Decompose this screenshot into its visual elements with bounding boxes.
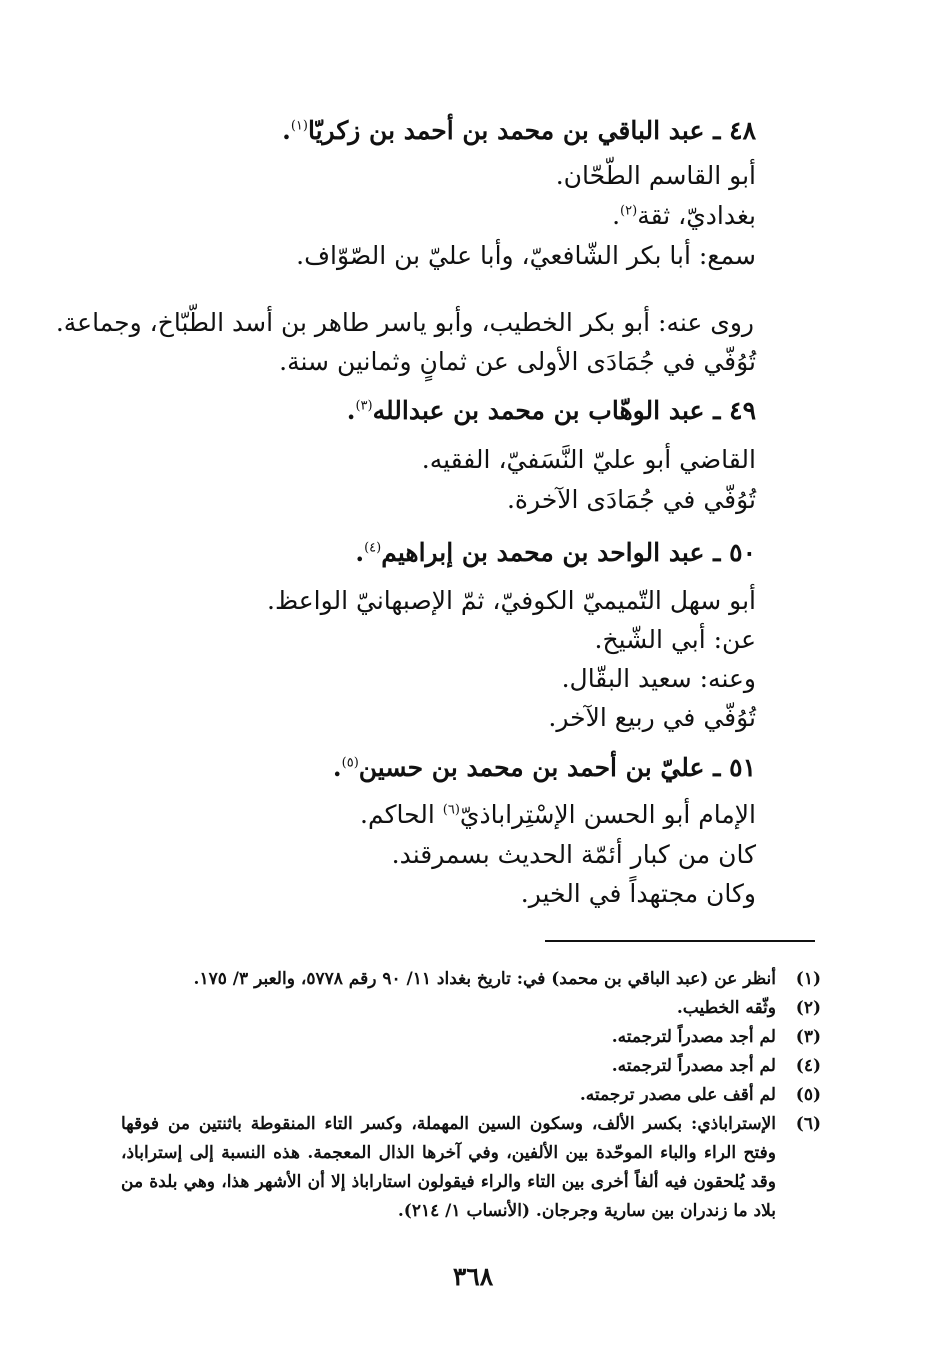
entry-51-desc-2: وكان مجتهداً في الخير. xyxy=(520,879,756,908)
entry-51-desc: كان من كبار أئمّة الحديث بسمرقند. xyxy=(391,840,756,869)
entry-48-kunya: أبو القاسم الطّحّان. xyxy=(555,161,756,190)
footnote-number: (١) xyxy=(795,969,821,989)
entry-48-narrators: روى عنه: أبو بكر الخطيب، وأبو ياسر طاهر بن أسد الطّبّاخ، وجماعة. xyxy=(55,308,754,337)
entry-49-death: تُوُفّي في جُمَادَى الآخرة. xyxy=(506,485,756,514)
entry-48-heading: ٤٨ ـ عبد الباقي بن محمد بن أحمد بن زكريّا$^{(١)}$. xyxy=(282,116,756,145)
footnote-divider xyxy=(545,940,815,942)
footnote-text: أنظر عن (عبد الباقي بن محمد) في: تاريخ بغداد ١١/ ٩٠ رقم ٥٧٧٨، والعبر ٣/ ١٧٥. xyxy=(193,969,776,989)
entry-48-status: بغداديّ، ثقة$^{(٢)}$. xyxy=(612,201,756,230)
entry-50-kunya: أبو سهل التّميميّ الكوفيّ، ثمّ الإصبهانيّ الواعظ. xyxy=(267,586,756,615)
footnote-item xyxy=(121,1023,821,1052)
entry-51-heading: ٥١ ـ عليّ بن أحمد بن محمد بن حسين$^{(٥)}$. xyxy=(332,753,756,782)
footnote-text: الإستراباذي: بكسر الألف، وسكون السين المهملة، وكسر التاء المنقوطة باثنتين من فوقها وفتح الراء والباء الموحّدة بين الألفين، وفي آخرها الذال المعجمة. هذه النسبة إلى إستراباذ، وقد يُلحقون فيه ألفاً أخرى بين التاء والراء فيقولون استاراباذ إلا أن الأشهر هذا، وهي بلدة من بلاد ما زندران بين سارية وجرجان. (الأنساب ١/ ٢١٤). xyxy=(121,1114,776,1221)
entry-48-heard: سمع: أبا بكر الشّافعيّ، وأبا عليّ بن الصّوّاف. xyxy=(296,241,756,270)
footnotes xyxy=(121,965,821,1226)
footnote-item xyxy=(121,994,821,1023)
footnote-item xyxy=(121,965,821,994)
entry-50-narrator: وعنه: سعيد البقّال. xyxy=(561,664,756,693)
footnote-text: لم أجد مصدراً لترجمته. xyxy=(611,1056,776,1076)
entry-50-from: عن: أبي الشّيخ. xyxy=(594,625,756,654)
footnote-number: (٦) xyxy=(795,1114,821,1134)
footnote-text: لم أجد مصدراً لترجمته. xyxy=(611,1027,776,1047)
footnote-text: لم أقف على مصدر ترجمته. xyxy=(579,1085,776,1105)
entry-49-kunya: القاضي أبو عليّ النَّسَفيّ، الفقيه. xyxy=(421,445,756,474)
page-number: ٣٦٨ xyxy=(452,1262,494,1291)
footnote-number: (٢) xyxy=(795,998,821,1018)
footnote-number: (٤) xyxy=(795,1056,821,1076)
footnote-number: (٥) xyxy=(795,1085,821,1105)
entry-51-kunya: الإمام أبو الحسن الإسْتِراباذيّ$^{(٦)}$ الحاكم. xyxy=(360,800,756,829)
footnote-item xyxy=(121,1110,821,1226)
footnote-number: (٣) xyxy=(795,1027,821,1047)
footnote-item xyxy=(121,1052,821,1081)
entry-49-heading: ٤٩ ـ عبد الوهّاب بن محمد بن عبدالله$^{(٣)}$. xyxy=(346,396,756,425)
footnote-text: وثّقه الخطيب. xyxy=(676,998,776,1018)
footnote-item xyxy=(121,1081,821,1110)
entry-50-heading: ٥٠ ـ عبد الواحد بن محمد بن إبراهيم$^{(٤)}$. xyxy=(355,538,756,567)
entry-48-death: تُوُفّي في جُمَادَى الأولى عن ثمانٍ وثمانين سنة. xyxy=(279,347,756,376)
entry-50-death: تُوُفّي في ربيع الآخر. xyxy=(548,703,756,732)
